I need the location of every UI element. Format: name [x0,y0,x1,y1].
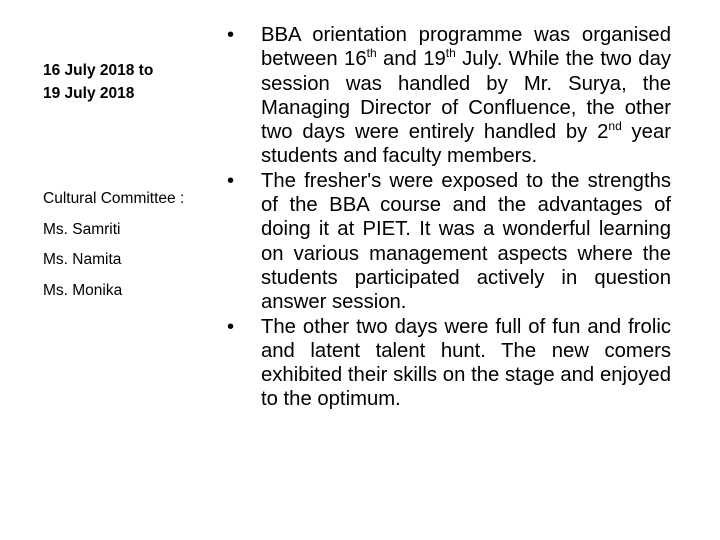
bullet-text: The other two days were full of fun and frolic and latent talent hunt. The new comers exhibited their skills on the stage and enjoyed to the optimum. [261,315,671,411]
bullet-text: July. While the two day session was handled by Mr. Surya, the Managing Director of Confluence, the other two days were entirely handled by 2 [261,48,671,144]
event-date-end: 19 July 2018 [43,85,135,102]
committee-heading: Cultural Committee : [43,190,185,207]
event-description-list [226,23,671,412]
bullet-icon: • [227,24,235,46]
bullet-item-schedule [226,23,671,169]
bullet-text: The fresher's were exposed to the strengths of the BBA course and the advantages of doing it at PIET. It was a wonderful learning on various management aspects where the students participated actively in question answer session. [261,169,671,314]
committee-member: Ms. Monika [43,281,123,299]
cultural-committee [43,184,184,306]
bullet-text: year students and faculty members. [261,121,671,168]
committee-member: Ms. Namita [43,251,122,268]
ordinal-suffix: th [445,46,456,61]
event-dates [43,59,153,105]
bullet-item-course [226,169,671,315]
bullet-icon: • [227,315,235,338]
event-date-start: 16 July 2018 to [43,62,154,79]
bullet-text: BBA orientation programme was organised between 16 [261,24,671,71]
ordinal-suffix: th [366,46,377,61]
bullet-icon: • [227,169,235,192]
bullet-text: and 19 [376,48,446,71]
bullet-item-talent-hunt [226,315,671,412]
ordinal-suffix: nd [608,119,622,134]
committee-member: Ms. Samriti [43,220,121,238]
